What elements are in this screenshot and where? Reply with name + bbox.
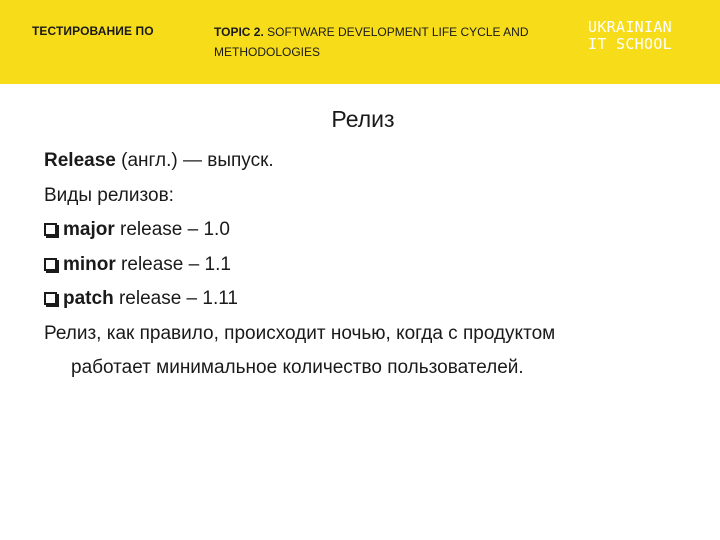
slide-title-text: Релиз	[331, 106, 395, 132]
definition-term: Release	[44, 150, 116, 171]
header-bar	[0, 0, 720, 84]
release-name: patch	[63, 288, 114, 309]
list-item	[44, 282, 694, 317]
types-heading: Виды релизов:	[44, 184, 174, 206]
topic-text: SOFTWARE DEVELOPMENT LIFE CYCLE AND METHODOLOGIES	[214, 25, 529, 59]
checkbox-square-icon	[44, 258, 57, 271]
logo-line-2: IT SCHOOL	[588, 35, 672, 53]
release-version: release – 1.11	[113, 288, 238, 309]
topic-number: TOPIC 2.	[214, 25, 264, 39]
logo-line-1: UKRAINIAN	[588, 18, 672, 36]
checkbox-square-icon	[44, 292, 57, 305]
release-version: release – 1.0	[114, 219, 230, 240]
topic-title	[214, 22, 544, 62]
definition-line	[44, 144, 694, 179]
list-item	[44, 213, 694, 248]
release-version: release – 1.1	[115, 253, 231, 275]
course-name: ТЕСТИРОВАНИЕ ПО	[32, 24, 154, 38]
note-line-2: работает минимальное количество пользователей.	[71, 357, 524, 378]
slide-title	[0, 106, 720, 133]
school-logo	[588, 19, 672, 53]
note-line-1: Релиз, как правило, происходит ночью, когда с продуктом	[44, 322, 556, 344]
release-name: major	[63, 219, 115, 240]
checkbox-square-icon	[44, 223, 57, 236]
release-name: minor	[63, 253, 116, 275]
slide-body	[44, 144, 694, 386]
definition-text: (англ.) — выпуск.	[115, 150, 274, 171]
list-item	[44, 248, 694, 283]
